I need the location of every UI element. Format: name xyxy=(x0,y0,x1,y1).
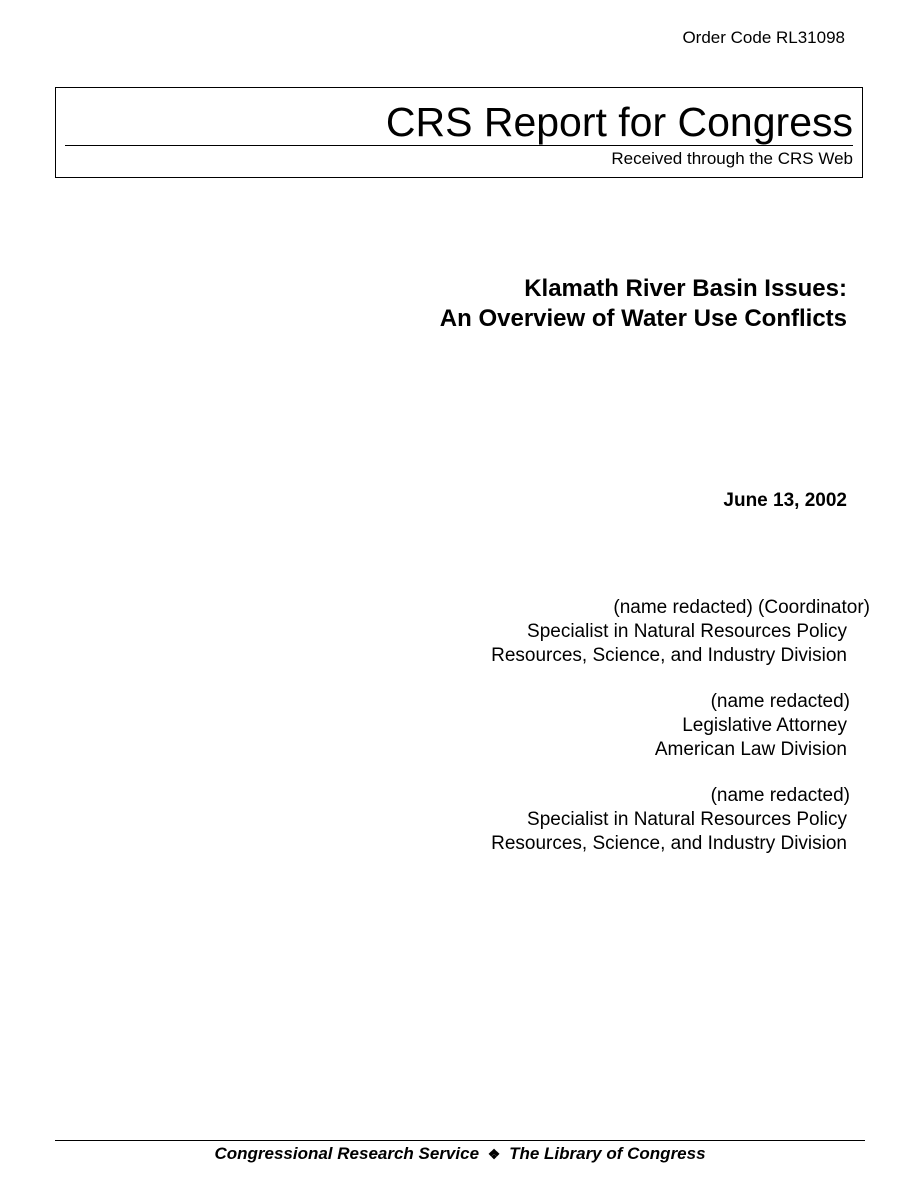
order-code: Order Code RL31098 xyxy=(682,28,845,47)
author-entry-2 xyxy=(491,690,850,762)
footer-library: The Library of Congress xyxy=(509,1144,706,1163)
author-division: American Law Division xyxy=(654,739,847,760)
document-title-line-1: Klamath River Basin Issues: xyxy=(524,275,847,302)
author-position: Legislative Attorney xyxy=(682,715,847,736)
author-name: (name redacted) xyxy=(710,691,850,712)
document-title-line-2: An Overview of Water Use Conflicts xyxy=(439,305,847,332)
report-header-box xyxy=(55,87,863,178)
report-title: CRS Report for Congress xyxy=(385,99,853,145)
author-entry-1 xyxy=(491,596,870,668)
document-title xyxy=(440,274,847,334)
author-name: (name redacted) (Coordinator) xyxy=(613,597,870,618)
footer-divider xyxy=(55,1140,865,1141)
author-position: Specialist in Natural Resources Policy xyxy=(527,621,847,642)
author-name: (name redacted) xyxy=(710,785,850,806)
author-position: Specialist in Natural Resources Policy xyxy=(527,809,847,830)
footer xyxy=(0,1144,920,1164)
author-entry-3 xyxy=(491,784,850,856)
report-header-divider xyxy=(65,145,853,146)
diamond-ornament-icon: ❖ xyxy=(487,1146,501,1162)
author-division: Resources, Science, and Industry Division xyxy=(491,645,847,666)
author-list xyxy=(491,596,870,878)
document-date: June 13, 2002 xyxy=(723,490,847,511)
footer-publisher: Congressional Research Service xyxy=(214,1144,480,1163)
report-subtitle: Received through the CRS Web xyxy=(611,149,853,168)
author-division: Resources, Science, and Industry Division xyxy=(491,833,847,854)
